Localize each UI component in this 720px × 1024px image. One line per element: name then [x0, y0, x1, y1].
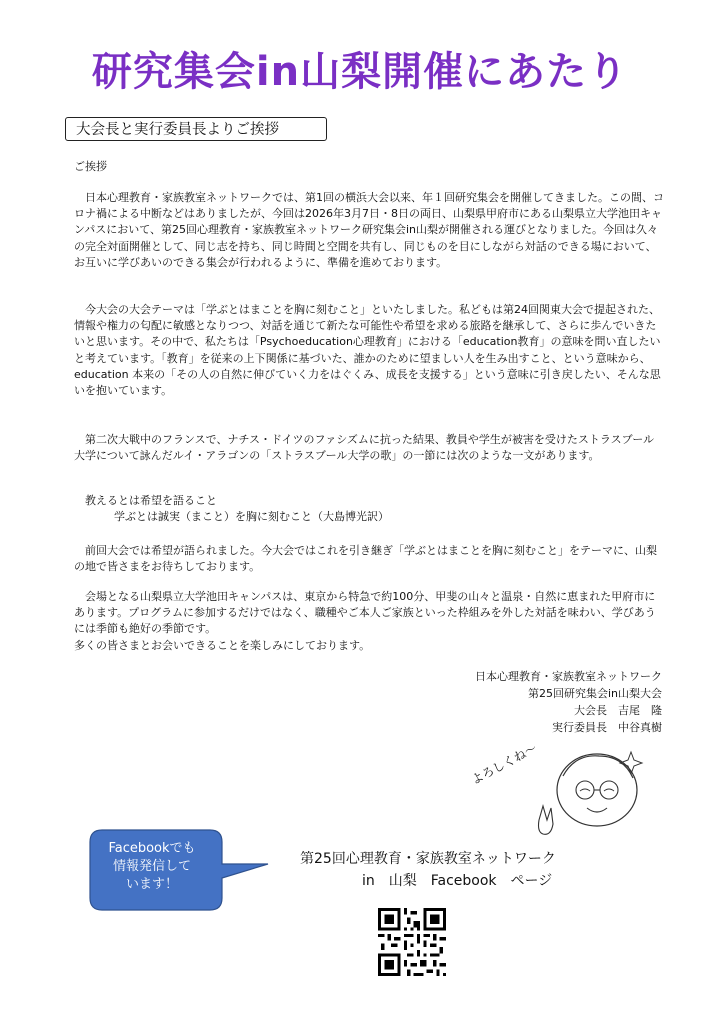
qr-code-icon[interactable] [378, 908, 446, 976]
paragraph-3 [74, 432, 664, 464]
subtitle-box: 大会長と実行委員長よりご挨拶 [65, 117, 327, 141]
paragraph-4 [74, 543, 664, 575]
quote-line-2: 学ぶとは誠実（まこと）を胸に刻むこと（大島博光訳） [114, 510, 389, 524]
quote-block [74, 493, 664, 525]
page-title: 研究集会in山梨開催にあたり [91, 49, 629, 95]
paragraph-2-text: 今大会の大会テーマは「学ぶとはまことを胸に刻むこと」といたしました。私どもは第24回関東大会で提起された、情報や権力の匂配に敏感となりつつ、対話を通じて新たな可能性や希望を求める旅路を継承して、さらに歩んでいきたいと思います。その中で、私たちは「Psychoeducation心理教育」における「education教育」の意味を問い直したいと考えています。「教育」を従来の上下関係に基づいた、誰かのために望ましい人を生み出すこと、という意味から、education 本来の「その人の自然に伸びていく力をはぐくみ、成長を支援する」という意味に引き戻したい、そんな思いを抱いています。 [74, 303, 661, 398]
signature-chair: 実行委員長 中谷真樹 [552, 721, 662, 734]
paragraph-2 [74, 302, 664, 399]
paragraph-5 [74, 589, 664, 654]
facebook-line-2: in 山梨 Facebook ページ [362, 873, 553, 889]
paragraph-1-text: 日本心理教育・家族教室ネットワークでは、第1回の横浜大会以来、年１回研究集会を開催してきました。この間、コロナ禍による中断などはありましたが、今回は2026年3月7日・8日の両日、山梨県甲府市にある山梨県立大学池田キャンパスにおいて、第25回心理教育・家族教室ネットワーク研究集会in山梨が開催される運びとなりました。今回は久々の完全対面開催として、同じ志を持ち、同じ時間と空間を共有し、同じものを目にしながら対話のできる場において、お互いに学びあいのできる集会が行われるように、準備を進めております。 [74, 191, 664, 269]
bubble-line-2: 情報発信して [112, 859, 191, 874]
paragraph-6-text: 多くの皆さまとお会いできることを楽しみにしております。 [74, 638, 371, 652]
facebook-line-1: 第25回心理教育・家族教室ネットワーク [300, 851, 556, 867]
quote-line-1: 教えるとは希望を語ること [74, 494, 217, 507]
paragraph-3-text: 第二次大戦中のフランスで、ナチス・ドイツのファシズムに抗った結果、教員や学生が被害を受けたストラスブール大学について詠んだルイ・アラゴンの「ストラスブール大学の歌」の一節には次のような一文があります。 [74, 433, 655, 463]
signature-event: 第25回研究集会in山梨大会 [527, 687, 662, 700]
signature-block [475, 668, 662, 736]
facebook-link-text[interactable] [300, 848, 556, 892]
paragraph-5-text: 会場となる山梨県立大学池田キャンパスは、東京から特急で約100分、甲斐の山々と温泉・自然に恵まれた甲府市にあります。プログラムに参加するだけではなく、職種やご本人ご家族といった枠組みを外した対話を味わい、学びあうには季節も絶好の季節です。 [74, 590, 656, 636]
yoroshiku-text: よろしくね～ [468, 740, 540, 788]
greeting-label: ご挨拶 [74, 160, 107, 173]
paragraph-1 [74, 190, 664, 271]
bubble-text [92, 840, 212, 894]
bubble-line-1: Facebookでも [108, 841, 196, 856]
signature-org: 日本心理教育・家族教室ネットワーク [475, 670, 662, 683]
signature-president: 大会長 吉尾 隆 [574, 704, 662, 717]
mascot-illustration [535, 740, 655, 850]
paragraph-4-text: 前回大会では希望が語られました。今大会ではこれを引き継ぎ「学ぶとはまことを胸に刻むこと」をテーマに、山梨の地で皆さまをお待ちしております。 [74, 544, 657, 574]
bubble-line-3: います！ [125, 877, 178, 892]
